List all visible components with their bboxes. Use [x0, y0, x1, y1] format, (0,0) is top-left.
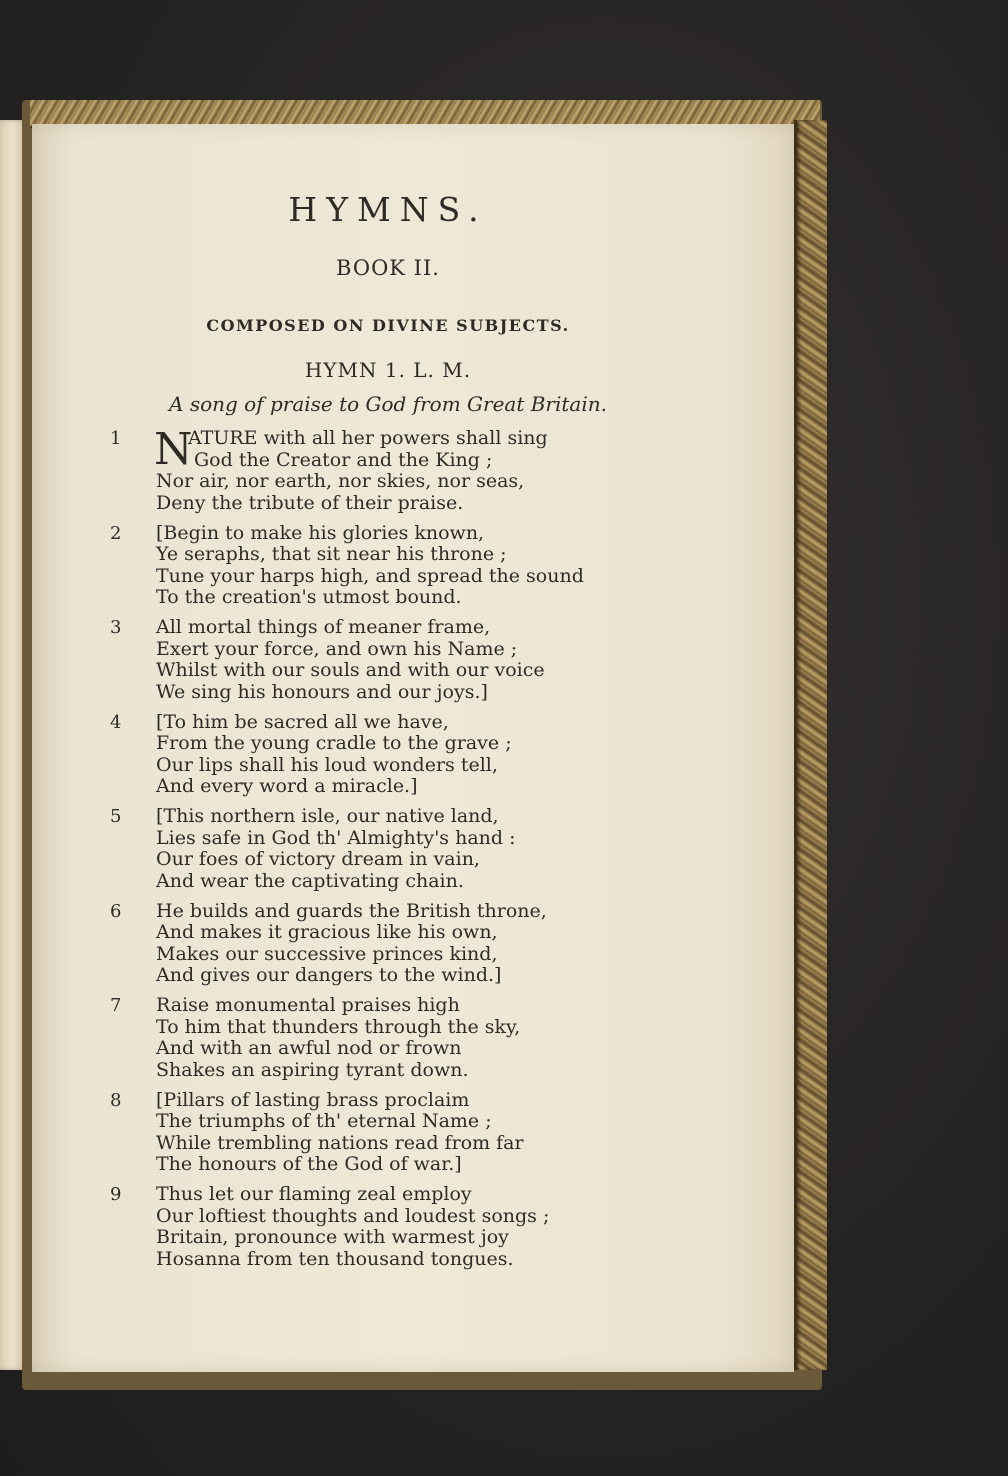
verse-line: God the Creator and the King ;: [194, 448, 493, 471]
verse-line: And every word a miracle.]: [156, 775, 418, 797]
hymn-subtitle: A song of praise to God from Great Britain.: [169, 392, 607, 416]
verse: [110, 424, 690, 514]
verse-number: 4: [110, 711, 122, 733]
verse-line: He builds and guards the British throne,: [156, 899, 547, 922]
verse-line: Exert your force, and own his Name ;: [156, 637, 518, 660]
verse: [110, 616, 690, 703]
verse-line: Our loftiest thoughts and loudest songs ;: [156, 1204, 550, 1227]
verse-line: And wear the captivating chain.: [156, 869, 464, 892]
verse-line: Whilst with our souls and with our voice: [156, 659, 545, 681]
verse-line: Britain, pronounce with warmest joy: [156, 1226, 509, 1248]
verse: [110, 899, 690, 987]
verse: [110, 710, 690, 798]
verse-line: And gives our dangers to the wind.]: [156, 964, 502, 986]
verse-line: The triumphs of th' eternal Name ;: [156, 1110, 492, 1132]
book-page: [32, 124, 794, 1372]
verse-list: [110, 424, 690, 1279]
drop-cap: N: [154, 424, 193, 475]
verse-line: [Begin to make his glories known,: [156, 521, 485, 544]
verse-line: Nor air, nor earth, nor skies, nor seas,: [156, 470, 525, 492]
verse-line: ATURE with all her powers shall sing: [188, 427, 548, 449]
verse: [110, 805, 690, 892]
verse-number: 9: [110, 1184, 122, 1205]
verse-line: While trembling nations read from far: [156, 1131, 524, 1154]
verse-line: Shakes an aspiring tyrant down.: [156, 1058, 469, 1081]
verse-line: Hosanna from ten thousand tongues.: [156, 1247, 514, 1270]
verse-line: The honours of the God of war.]: [156, 1153, 462, 1175]
verse: [110, 521, 690, 609]
verse-line: And makes it gracious like his own,: [156, 921, 498, 943]
verse-line: Raise monumental praises high: [156, 994, 460, 1016]
verse-number: 2: [110, 522, 122, 544]
section-subtitle: COMPOSED ON DIVINE SUBJECTS.: [206, 316, 570, 335]
verse-number: 8: [110, 1089, 122, 1111]
verse-line: We sing his honours and our joys.]: [156, 680, 488, 703]
verse-line: Deny the tribute of their praise.: [156, 491, 464, 514]
verse: [110, 994, 690, 1081]
verse-line: Lies safe in God th' Almighty's hand :: [156, 826, 516, 849]
verse: [110, 1088, 690, 1176]
page-title: HYMNS.: [288, 190, 488, 229]
hymn-heading: HYMN 1. L. M.: [304, 358, 472, 382]
verse-number: 1: [110, 428, 122, 449]
verse-number: 5: [110, 806, 122, 827]
verse-line: Ye seraphs, that sit near his throne ;: [156, 543, 507, 565]
verse-number: 6: [110, 900, 122, 922]
verse-line: Makes our successive princes kind,: [156, 942, 498, 965]
gilt-fore-edge: [794, 120, 827, 1370]
verse-line: [This northern isle, our native land,: [156, 805, 499, 827]
verse-number: 7: [110, 995, 122, 1016]
book-number: BOOK II.: [336, 256, 440, 280]
page-content: [32, 124, 794, 1372]
verse-line: [To him be sacred all we have,: [156, 710, 449, 733]
verse-line: Tune your harps high, and spread the sound: [156, 564, 584, 587]
verse-line: Thus let our flaming zeal employ: [156, 1183, 472, 1205]
verse-line: And with an awful nod or frown: [156, 1037, 462, 1059]
verse-line: All mortal things of meaner frame,: [156, 616, 491, 638]
verse-line: [Pillars of lasting brass proclaim: [156, 1088, 470, 1111]
verse-line: To the creation's utmost bound.: [156, 586, 462, 608]
verse-line: From the young cradle to the grave ;: [156, 732, 512, 754]
verse-line: To him that thunders through the sky,: [156, 1015, 521, 1038]
verse-line: Our lips shall his loud wonders tell,: [156, 753, 498, 776]
verse: [110, 1183, 690, 1270]
verse-number: 3: [110, 617, 122, 638]
verse-line: Our foes of victory dream in vain,: [156, 848, 480, 870]
